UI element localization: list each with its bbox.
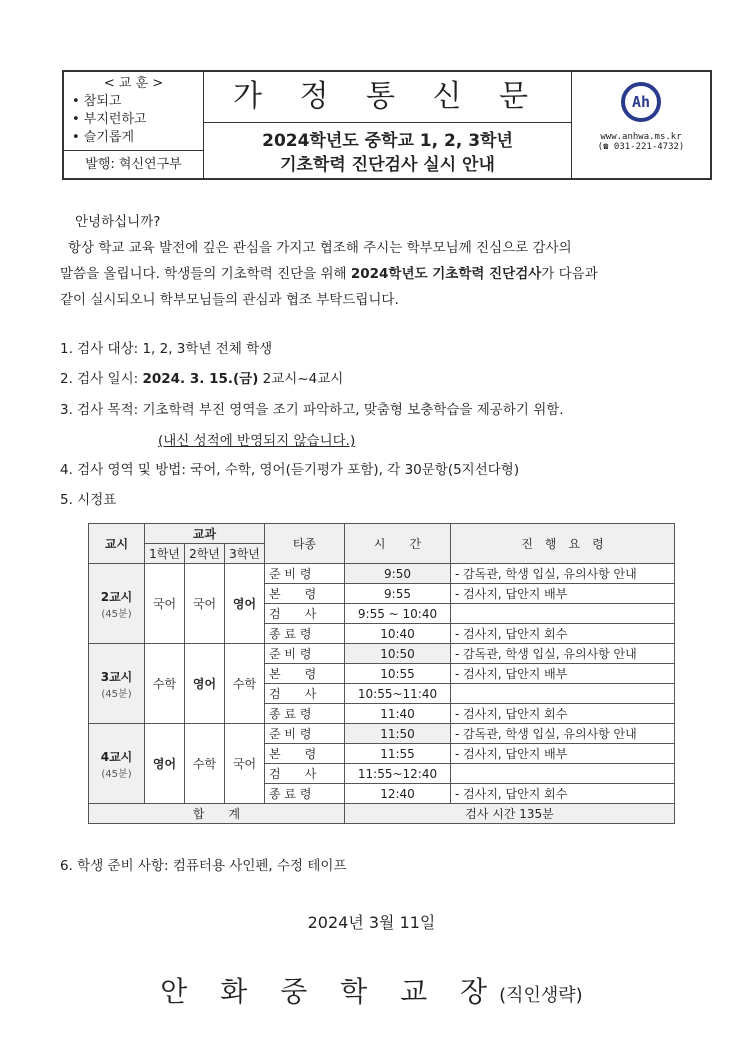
motto-item: • 참되고 [72,94,122,109]
procedure-cell [451,604,675,624]
table-row [89,564,675,584]
header-grade: 1학년 [145,544,185,564]
time-cell: 11:55 [345,744,451,764]
item-6: 6. 학생 준비 사항: 컴퓨터용 사인펜, 수정 테이프 [60,858,347,874]
subtitle-line2: 기초학력 진단검사 실시 안내 [280,155,495,175]
subject-cell: 수학 [225,644,265,724]
time-cell: 11:50 [345,724,451,744]
procedure-cell: - 검사지, 답안지 배부 [451,584,675,604]
issue-date: 2024년 3월 11일 [307,913,436,932]
motto-box [64,72,204,179]
bell-type: 본 령 [265,744,345,764]
text: 말씀을 올립니다. 학생들의 기초학력 진단을 위해 [60,266,351,282]
procedure-cell: - 검사지, 답안지 배부 [451,664,675,684]
phone: (☎ 031-221-4732) [597,142,685,152]
highlight-text: 2024학년도 기초학력 진단검사 [350,266,542,282]
bell-type: 종 료 령 [265,704,345,724]
period: 3교시 [100,669,133,684]
procedure-cell: - 검사지, 답안지 회수 [451,784,675,804]
procedure-cell: - 검사지, 답안지 회수 [451,624,675,644]
duration: (45분) [101,608,132,620]
header-subject: 교과 [145,524,265,544]
time-cell: 9:50 [345,564,451,584]
schedule-table [88,523,675,824]
duration: (45분) [101,688,132,700]
website: www.anhwa.ms.kr [600,132,682,142]
period-cell [89,724,145,804]
duration: (45분) [101,768,132,780]
time-cell: 10:55~11:40 [345,684,451,704]
procedure-cell: - 감독관, 학생 입실, 유의사항 안내 [451,724,675,744]
period-cell [89,564,145,644]
time-cell: 12:40 [345,784,451,804]
bell-type: 검 사 [265,684,345,704]
publisher: 발행: 혁신연구부 [64,150,203,179]
school-logo-icon: Ah [621,82,661,122]
text: 2. 검사 일시: [60,371,143,387]
seal-note: (직인생략) [499,985,583,1006]
text: 2교시~4교시 [258,371,344,387]
header-grade: 3학년 [225,544,265,564]
header-time: 시 간 [345,524,451,564]
bell-type: 준 비 령 [265,564,345,584]
motto-title: < 교 훈 > [103,76,164,91]
procedure-cell: - 검사지, 답안지 회수 [451,704,675,724]
total-value: 검사 시간 135분 [345,804,675,824]
time-cell: 10:55 [345,664,451,684]
subject-cell: 영어 [145,724,185,804]
header-type: 타종 [265,524,345,564]
time-cell: 11:55~12:40 [345,764,451,784]
time-cell: 9:55 ~ 10:40 [345,604,451,624]
time-cell: 11:40 [345,704,451,724]
bell-type: 종 료 령 [265,784,345,804]
doc-title: 가 정 통 신 문 [204,72,571,123]
subtitle-line1: 2024학년도 중학교 1, 2, 3학년 [262,131,513,151]
bell-type: 준 비 령 [265,644,345,664]
bell-type: 본 령 [265,664,345,684]
procedure-cell: - 검사지, 답안지 배부 [451,744,675,764]
motto-item: • 슬기롭게 [72,130,135,145]
time-cell: 9:55 [345,584,451,604]
school-principal: 안 화 중 학 교 장 [160,975,500,1008]
subject-cell: 국어 [225,724,265,804]
note: (내신 성적에 반영되지 않습니다.) [158,433,356,449]
subject-cell: 국어 [185,564,225,644]
bell-type: 검 사 [265,604,345,624]
procedure-cell: - 감독관, 학생 입실, 유의사항 안내 [451,644,675,664]
exam-date: 2024. 3. 15.(금) [142,371,259,387]
procedure-cell: - 감독관, 학생 입실, 유의사항 안내 [451,564,675,584]
motto-item: • 부지런하고 [72,112,147,127]
paragraph-line: 같이 실시되오니 학부모님들의 관심과 협조 부탁드립니다. [60,292,399,308]
letterhead [62,70,712,180]
procedure-cell [451,764,675,784]
period: 4교시 [100,749,133,764]
item-4: 4. 검사 영역 및 방법: 국어, 수학, 영어(듣기평가 포함), 각 30문항(5지선다형) [60,462,520,478]
item-1: 1. 검사 대상: 1, 2, 3학년 전체 학생 [60,341,273,357]
bell-type: 종 료 령 [265,624,345,644]
greeting: 안녕하십니까? [75,214,161,230]
header-procedure: 진 행 요 령 [451,524,675,564]
header-period: 교시 [89,524,145,564]
item-2 [60,367,343,387]
text: 가 다음과 [541,266,598,282]
paragraph-line: 항상 학교 교육 발전에 깊은 관심을 가지고 협조해 주시는 학부모님께 진심으로 감사의 [68,240,572,256]
table-row [89,644,675,664]
subject-cell: 영어 [225,564,265,644]
paragraph-line [60,262,598,282]
bell-type: 본 령 [265,584,345,604]
period: 2교시 [100,589,133,604]
subject-cell: 영어 [185,644,225,724]
bell-type: 준 비 령 [265,724,345,744]
table-row [89,724,675,744]
item-3: 3. 검사 목적: 기초학력 부진 영역을 조기 파악하고, 맞춤형 보충학습을 제공하기 위함. [60,402,564,418]
procedure-cell [451,684,675,704]
signature [0,970,743,1010]
time-cell: 10:40 [345,624,451,644]
time-cell: 10:50 [345,644,451,664]
item-5: 5. 시정표 [60,492,117,508]
subject-cell: 국어 [145,564,185,644]
bell-type: 검 사 [265,764,345,784]
period-cell [89,644,145,724]
subject-cell: 수학 [145,644,185,724]
subject-cell: 수학 [185,724,225,804]
total-label: 합 계 [89,804,345,824]
header-grade: 2학년 [185,544,225,564]
